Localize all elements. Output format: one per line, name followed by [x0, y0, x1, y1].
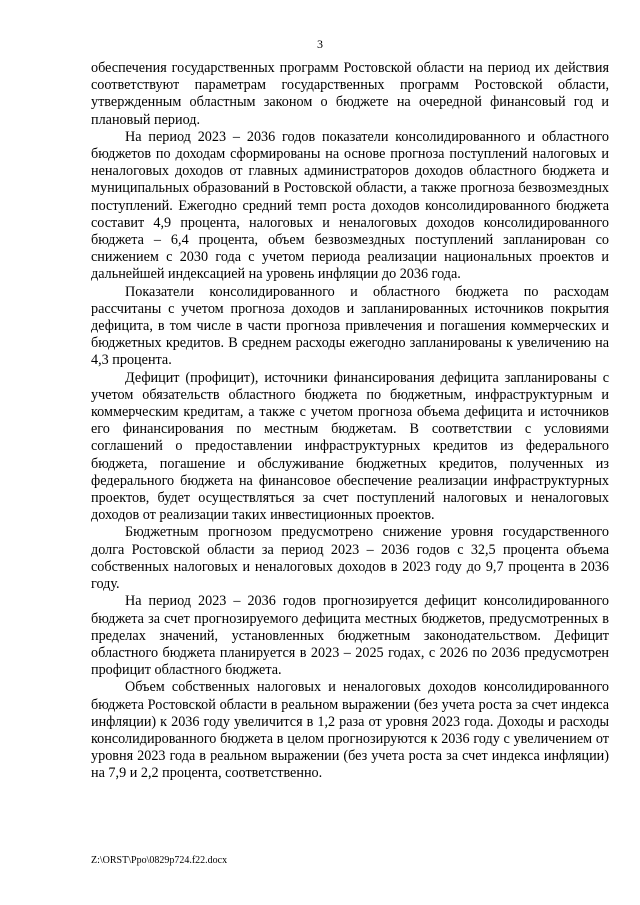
paragraph-deficit-financing: Дефицит (профицит), источники финансирования дефицита запланированы с учетом обязательств областного бюджета по бюджетным, инфраструктурным и коммерческим кредитам, а также с учетом прогноза объема дефицита и источников его финансирования по местным бюджетам. В соответствии с условиями соглашений о предоставлении инфраструктурных кредитов из федерального бюджета, погашение и обслуживание бюджетных кредитов, полученных из федерального бюджета на финансовое обеспечение реализации инфраструктурных проектов, будет осуществляться за счет поступлений налоговых и неналоговых доходов от реализации таких инвестиционных проектов. [91, 369, 609, 524]
paragraph-revenue-forecast: На период 2023 – 2036 годов показатели консолидированного и областного бюджетов по доходам сформированы на основе прогноза поступлений налоговых и неналоговых доходов от главных администраторов доходов областного бюджета и муниципальных образований в Ростовской области, а также прогноза безвозмездных поступлений. Ежегодно средний темп роста доходов консолидированного бюджета составит 4,9 процента, налоговых и неналоговых доходов консолидированного бюджета – 6,4 процента, объем безвозмездных поступлений запланирован со снижением с 2030 года с учетом периода реализации национальных проектов и дальнейшей индексацией на уровень инфляции до 2036 года. [91, 128, 609, 283]
paragraph-deficit-forecast: На период 2023 – 2036 годов прогнозируется дефицит консолидированного бюджета за счет прогнозируемого дефицита местных бюджетов, предусмотренных в пределах значений, установленных бюджетным законодательством. Дефицит областного бюджета планируется в 2023 – 2025 годах, с 2026 по 2036 предусмотрен профицит областного бюджета. [91, 593, 609, 679]
footer-file-path: Z:\ORST\Ppo\0829p724.f22.docx [91, 855, 228, 866]
paragraph-state-debt: Бюджетным прогнозом предусмотрено снижение уровня государственного долга Ростовской области за период 2023 – 2036 годов с 32,5 процента объема собственных налоговых и неналоговых доходов в 2023 году до 9,7 процента в 2036 году. [91, 524, 609, 593]
paragraph-real-terms: Объем собственных налоговых и неналоговых доходов консолидированного бюджета Ростовской области в реальном выражении (без учета роста за счет индекса инфляции) к 2036 году увеличится в 1,2 раза от уровня 2023 года. Доходы и расходы консолидированного бюджета в целом прогнозируются к 2036 году с увеличением от уровня 2023 года в реальном выражении (без учета роста за счет индекса инфляции) на 7,9 и 2,2 процента, соответственно. [91, 679, 609, 782]
document-body [91, 60, 609, 783]
paragraph-continuation: обеспечения государственных программ Ростовской области на период их действия соответствуют параметрам государственных программ Ростовской области, утвержденным областным законом о бюджете на очередной финансовый год и плановый период. [91, 60, 609, 128]
page-number: 3 [317, 37, 323, 51]
paragraph-expenditure-forecast: Показатели консолидированного и областного бюджета по расходам рассчитаны с учетом прогноза доходов и запланированных источников покрытия дефицита, в том числе в части прогноза привлечения и погашения коммерческих и бюджетных кредитов. В среднем расходы ежегодно запланированы к увеличению на 4,3 процента. [91, 283, 609, 369]
